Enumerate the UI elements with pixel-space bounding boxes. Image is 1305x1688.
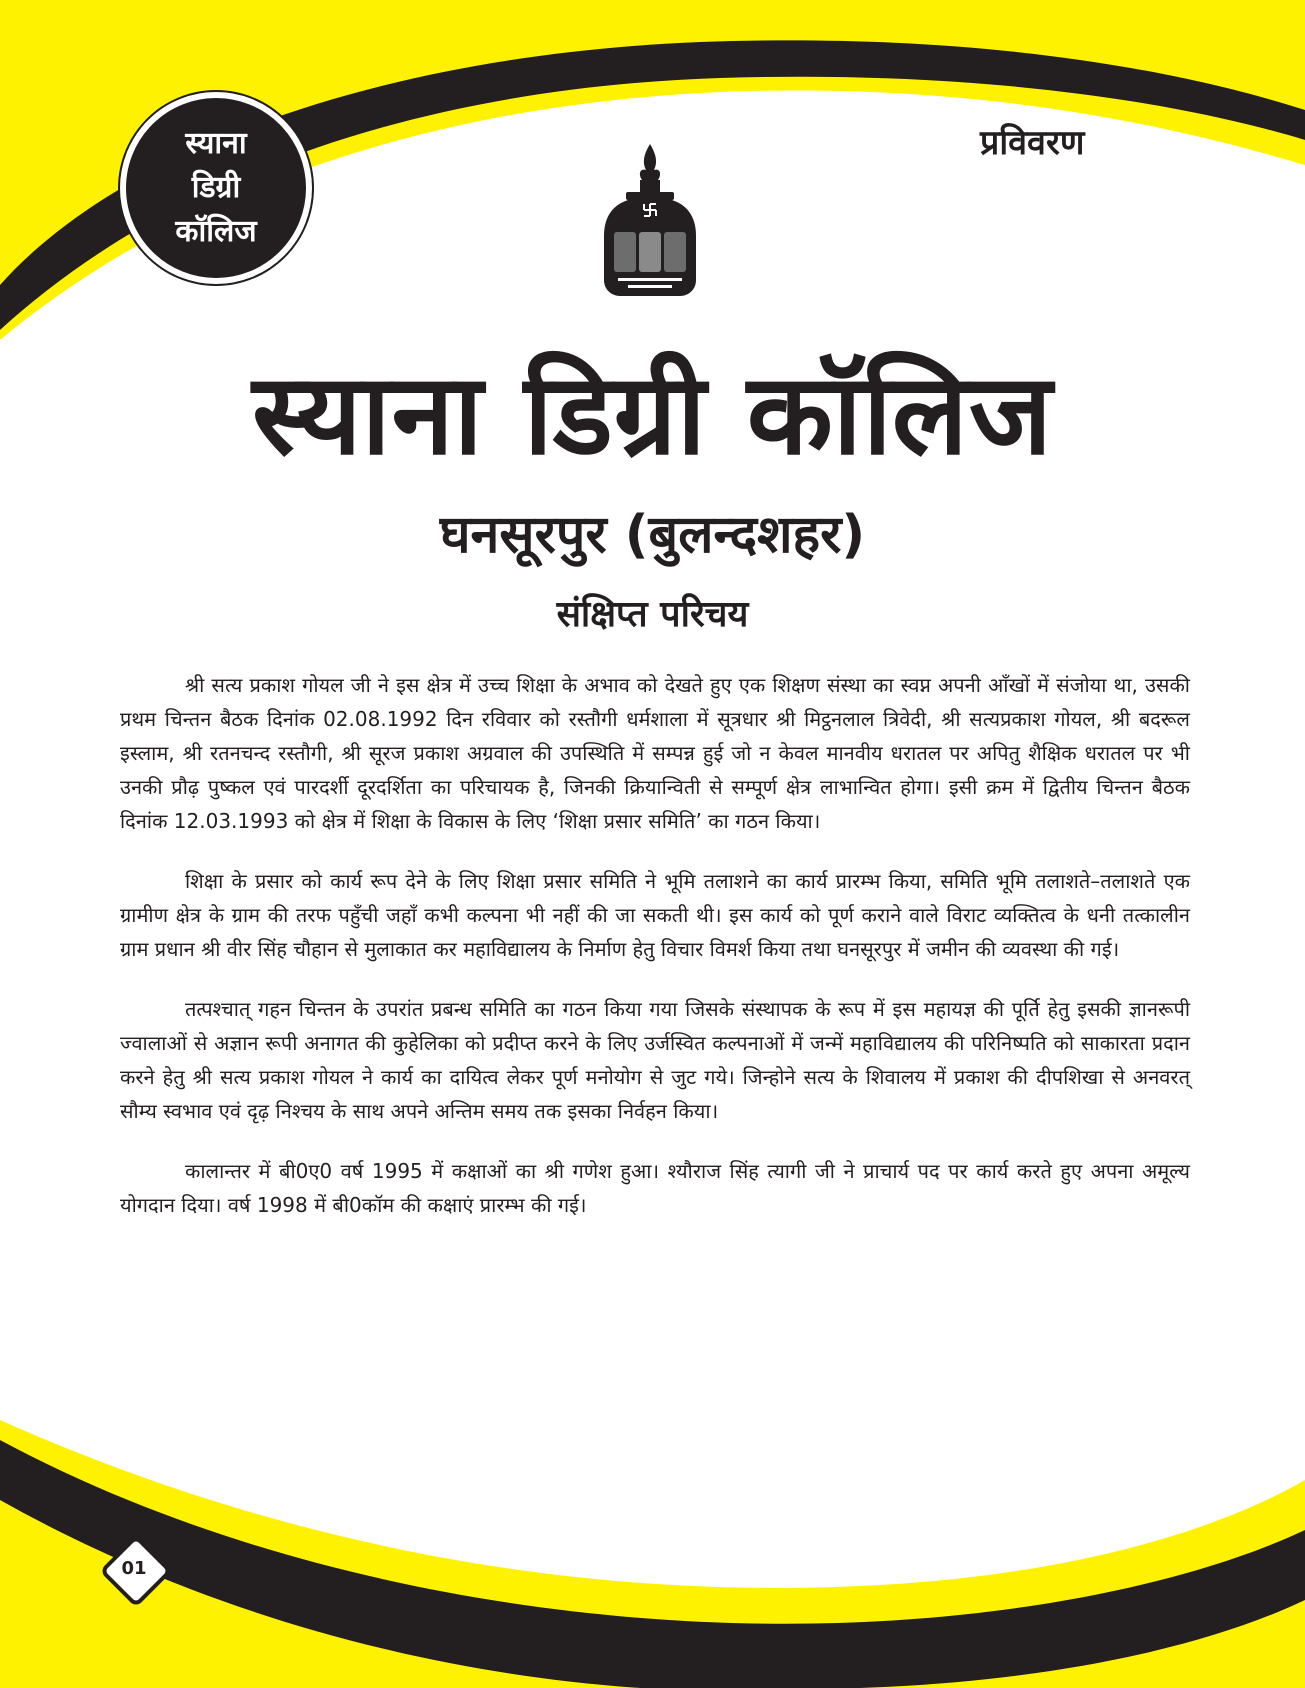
badge-line-2: डिग्री [191, 170, 241, 205]
section-heading: संक्षिप्त परिचय [556, 594, 749, 635]
paragraph: तत्पश्चात् गहन चिन्तन के उपरांत प्रबन्ध समिति का गठन किया गया जिसके संस्थापक के रूप में इस महायज्ञ की पूर्ति हेतु इसकी ज्ञानरूपी ज्वालाओं से अज्ञान रूपी अनागत की कुहेलिका को प्रदीप्त करने के लिए उर्जस्वित कल्पनाओं में जन्में महाविद्यालय की परिनिष्पति को साकारता प्रदान करने हेतु श्री सत्य प्रकाश गोयल ने कार्य का दायित्व लेकर पूर्ण मनोयोग से जुट गये। जिन्होने सत्य के शिवालय में प्रकाश की दीपशिखा से अनवरत् सौम्य स्वभाव एवं दृढ़ निश्चय के साथ अपने अन्तिम समय तक इसका निर्वहन किया। [120, 997, 1190, 1123]
paragraph: कालान्तर में बी0ए0 वर्ष 1995 में कक्षाओं का श्री गणेश हुआ। श्यौराज सिंह त्यागी जी ने प्राचार्य पद पर कार्य करते हुए अपना अमूल्य योगदान दिया। वर्ष 1998 में बी0कॉम की कक्षाएं प्रारम्भ की गई। [120, 1159, 1190, 1217]
college-title: स्याना डिग्री कॉलिज [252, 350, 1053, 480]
paragraph: शिक्षा के प्रसार को कार्य रूप देने के लिए शिक्षा प्रसार समिति ने भूमि तलाशने का कार्य प्रारम्भ किया, समिति भूमि तलाशते–तलाशते एक ग्रामीण क्षेत्र के ग्राम की तरफ पहुँची जहाँ कभी कल्पना भी नहीं की जा सकती थी। इस कार्य को पूर्ण कराने वाले विराट व्यक्तित्व के धनी तत्कालीन ग्राम प्रधान श्री वीर सिंह चौहान से मुलाकात कर महाविद्यालय के निर्माण हेतु विचार विमर्श किया तथा घनसूरपुर में जमीन की व्यवस्था की गई। [120, 869, 1190, 961]
page-number-badge [104, 1539, 164, 1599]
section-label: प्रविवरण [980, 123, 1085, 163]
page-number: 01 [121, 1558, 147, 1579]
college-emblem-icon [600, 140, 700, 300]
badge-line-3: कॉलिज [175, 214, 257, 249]
body-text [120, 668, 1190, 1248]
college-location: घनसूरपुर (बुलन्दशहर) [439, 505, 866, 565]
badge-line-1: स्याना [185, 126, 247, 161]
paragraph: श्री सत्य प्रकाश गोयल जी ने इस क्षेत्र में उच्च शिक्षा के अभाव को देखते हुए एक शिक्षण संस्था का स्वप्न अपनी आँखों में संजोया था, उसकी प्रथम चिन्तन बैठक दिनांक 02.08.1992 दिन रविवार को रस्तौगी धर्मशाला में सूत्रधार श्री मिट्ठनलाल त्रिवेदी, श्री सत्यप्रकाश गोयल, श्री बदरूल इस्लाम, श्री रतनचन्द रस्तौगी, श्री सूरज प्रकाश अग्रवाल की उपस्थिति में सम्पन्न हुई जो न केवल मानवीय धरातल पर अपितु शैक्षिक धरातल पर भी उनकी प्रौढ़ पुष्कल एवं पारदर्शी दूरदर्शिता का परिचायक है, जिनकी क्रियान्विती से सम्पूर्ण क्षेत्र लाभान्वित होगा। इसी क्रम में द्वितीय चिन्तन बैठक दिनांक 12.03.1993 को क्षेत्र में शिक्षा के विकास के लिए ‘शिक्षा प्रसार समिति’ का गठन किया। [120, 673, 1190, 833]
college-name-badge [120, 92, 312, 284]
